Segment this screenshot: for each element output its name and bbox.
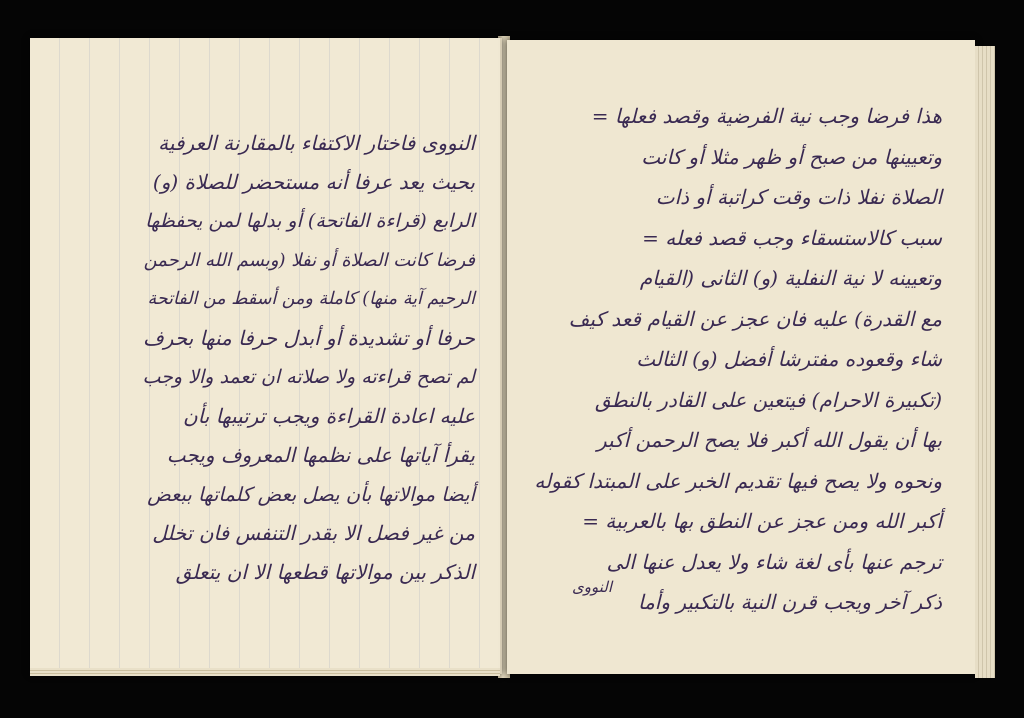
text-line: ترجم عنها بأى لغة شاء ولا يعدل عنها الى (606, 549, 942, 574)
right-page-edges (975, 46, 995, 678)
text-line: شاء وقعوده مفترشا أفضل (و) الثالث (636, 347, 942, 371)
text-line: من غير فصل الا بقدر التنفس فان تخلل (152, 521, 475, 545)
text-line: الرحيم آية منها) كاملة ومن أسقط من الفاتحة (147, 289, 475, 309)
text-line: الرابع (قراءة الفاتحة) أو بدلها لمن يحفظها (145, 210, 475, 232)
text-line: ونحوه ولا يصح فيها تقديم الخبر على المبتدا كقوله (534, 468, 942, 493)
text-line: عليه اعادة القراءة ويجب ترتيبها بأن (183, 404, 475, 428)
text-line: يقرأ آياتها على نظمها المعروف ويجب (166, 443, 475, 467)
text-line: بها أن يقول الله أكبر فلا يصح الرحمن أكبر (597, 428, 942, 452)
catchword: النووى (572, 578, 612, 596)
text-line: لم تصح قراءته ولا صلاته ان تعمد والا وجب (142, 366, 475, 388)
text-line: الذكر بين موالاتها قطعها الا ان يتعلق (175, 560, 475, 584)
left-page-text (140, 124, 475, 592)
text-line: هذا فرضا وجب نية الفرضية وقصد فعلها = (591, 104, 942, 128)
text-line: النووى فاختار الاكتفاء بالمقارنة العرفية (158, 131, 475, 155)
text-line: مع القدرة) عليه فان عجز عن القيام قعد كيف (568, 306, 942, 331)
text-line: سبب كالاستسقاء وجب قصد فعله = (642, 225, 942, 250)
right-page-text (530, 96, 942, 623)
text-line: ذكر آخر ويجب قرن النية بالتكبير وأما (637, 590, 942, 614)
text-line: حرفا أو تشديدة أو أبدل حرفا منها بحرف (143, 326, 475, 350)
text-line: وتعيينها من صبح أو ظهر مثلا أو كانت (641, 144, 942, 169)
text-line: أيضا موالاتها بأن يصل بعض كلماتها ببعض (147, 483, 475, 506)
text-line: بحيث يعد عرفا أنه مستحضر للصلاة (و) (152, 170, 475, 194)
text-line: أكبر الله ومن عجز عن النطق بها بالعربية = (582, 509, 942, 533)
text-line: وتعيينه لا نية النفلية (و) الثانى (القيام (639, 266, 942, 290)
text-line: فرضا كانت الصلاة أو نفلا (وبسم الله الرحمن (143, 250, 475, 271)
text-line: الصلاة نفلا ذات وقت كراتبة أو ذات (655, 185, 942, 209)
text-line: (تكبيرة الاحرام) فيتعين على القادر بالنطق (595, 387, 942, 412)
left-page-edges (30, 668, 500, 676)
